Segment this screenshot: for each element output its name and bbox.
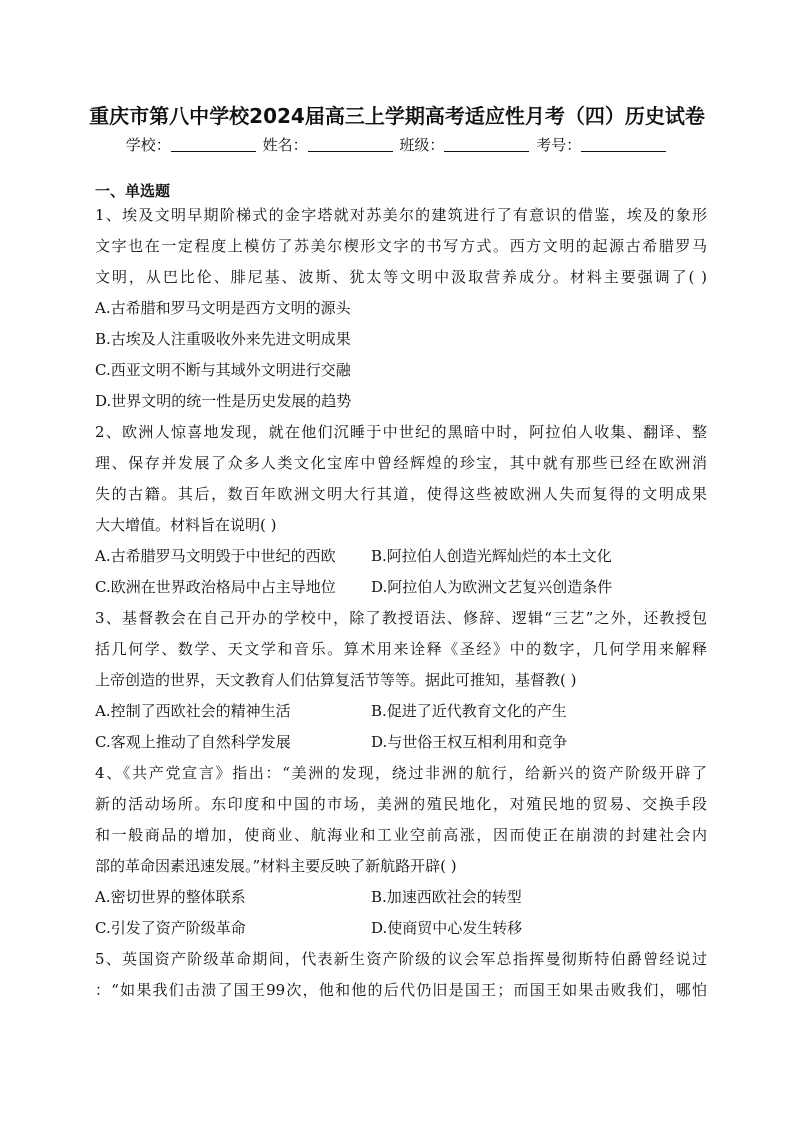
class-label: 班级：	[399, 136, 445, 154]
question-3-option-c: C.客观上推动了自然科学发展	[95, 733, 291, 751]
question-1-line-3: 文明，从巴比伦、腓尼基、波斯、犹太等文明中汲取营养成分。材料主要强调了( )	[95, 268, 707, 286]
exam-title: 重庆市第八中学校2024届高三上学期高考适应性月考（四）历史试卷	[89, 104, 705, 128]
question-3-line-2: 括几何学、数学、天文学和音乐。算术用来诠释《圣经》中的数字，几何学用来解释	[95, 640, 707, 658]
question-1-option-b: B.古埃及人注重吸收外来先进文明成果	[95, 330, 351, 348]
question-3-option-b: B.促进了近代教育文化的产生	[371, 702, 567, 720]
question-4	[95, 758, 707, 944]
question-3-options-row-1	[95, 696, 707, 727]
question-4-option-d: D.使商贸中心发生转移	[371, 919, 523, 937]
question-3-options-row-2	[95, 727, 707, 758]
question-2	[95, 417, 707, 603]
question-3	[95, 603, 707, 758]
question-4-option-a: A.密切世界的整体联系	[95, 888, 246, 906]
question-3-option-d: D.与世俗王权互相利用和竞争	[371, 733, 568, 751]
question-3-line-1: 3、基督教会在自己开办的学校中，除了教授语法、修辞、逻辑“三艺”之外，还教授包	[95, 609, 707, 627]
question-2-line-3: 失的古籍。其后，数百年欧洲文明大行其道，使得这些被欧洲人失而复得的文明成果	[95, 485, 707, 503]
section-title: 一、单选题	[95, 182, 171, 200]
name-blank[interactable]	[308, 137, 393, 152]
question-2-line-4: 大大增值。材料旨在说明( )	[95, 516, 277, 534]
school-label: 学校：	[125, 136, 171, 154]
question-2-option-b: B.阿拉伯人创造光辉灿烂的本土文化	[371, 547, 612, 565]
question-2-line-1: 2、欧洲人惊喜地发现，就在他们沉睡于中世纪的黑暗中时，阿拉伯人收集、翻译、整	[95, 423, 707, 441]
question-4-option-b: B.加速西欧社会的转型	[371, 888, 522, 906]
questions	[95, 200, 707, 1006]
question-5	[95, 944, 707, 1006]
student-info-line	[0, 134, 794, 155]
question-1-option-d: D.世界文明的统一性是历史发展的趋势	[95, 392, 352, 410]
question-1-line-2: 文字也在一定程度上模仿了苏美尔楔形文字的书写方式。西方文明的起源古希腊罗马	[95, 237, 707, 255]
question-4-options-row-1	[95, 882, 707, 913]
question-1-option-c: C.西亚文明不断与其域外文明进行交融	[95, 361, 351, 379]
question-2-option-d: D.阿拉伯人为欧洲文艺复兴创造条件	[371, 578, 613, 596]
question-5-line-1: 5、英国资产阶级革命期间，代表新生资产阶级的议会军总指挥曼彻斯特伯爵曾经说过	[95, 950, 707, 968]
question-4-options-row-2	[95, 913, 707, 944]
question-3-line-3: 上帝创造的世界，天文教育人们估算复活节等等。据此可推知，基督教( )	[95, 671, 577, 689]
question-2-line-2: 理、保存并发展了众多人类文化宝库中曾经辉煌的珍宝，其中就有那些已经在欧洲消	[95, 454, 707, 472]
question-4-line-1: 4、《共产党宣言》指出：“美洲的发现，绕过非洲的航行，给新兴的资产阶级开辟了	[95, 764, 707, 782]
exam-number-blank[interactable]	[581, 137, 666, 152]
question-1-line-1: 1、埃及文明早期阶梯式的金字塔就对苏美尔的建筑进行了有意识的借鉴，埃及的象形	[95, 206, 707, 224]
question-2-options-row-2	[95, 572, 707, 603]
question-1-option-a: A.古希腊和罗马文明是西方文明的源头	[95, 299, 351, 317]
question-2-option-c: C.欧洲在世界政治格局中占主导地位	[95, 578, 336, 596]
question-1	[95, 200, 707, 417]
class-blank[interactable]	[444, 137, 529, 152]
question-4-option-c: C.引发了资产阶级革命	[95, 919, 246, 937]
exam-number-label: 考号：	[536, 136, 582, 154]
question-4-line-2: 新的活动场所。东印度和中国的市场，美洲的殖民地化，对殖民地的贸易、交换手段	[95, 795, 707, 813]
question-4-line-4: 部的革命因素迅速发展。”材料主要反映了新航路开辟( )	[95, 857, 457, 875]
question-4-line-3: 和一般商品的增加，使商业、航海业和工业空前高涨，因而使正在崩溃的封建社会内	[95, 826, 707, 844]
question-5-line-2: ：“如果我们击溃了国王99次，他和他的后代仍旧是国王；而国王如果击败我们，哪怕	[95, 981, 707, 999]
question-3-option-a: A.控制了西欧社会的精神生活	[95, 702, 291, 720]
question-2-option-a: A.古希腊罗马文明毁于中世纪的西欧	[95, 547, 336, 565]
question-2-options-row-1	[95, 541, 707, 572]
name-label: 姓名：	[262, 136, 308, 154]
school-blank[interactable]	[171, 137, 256, 152]
